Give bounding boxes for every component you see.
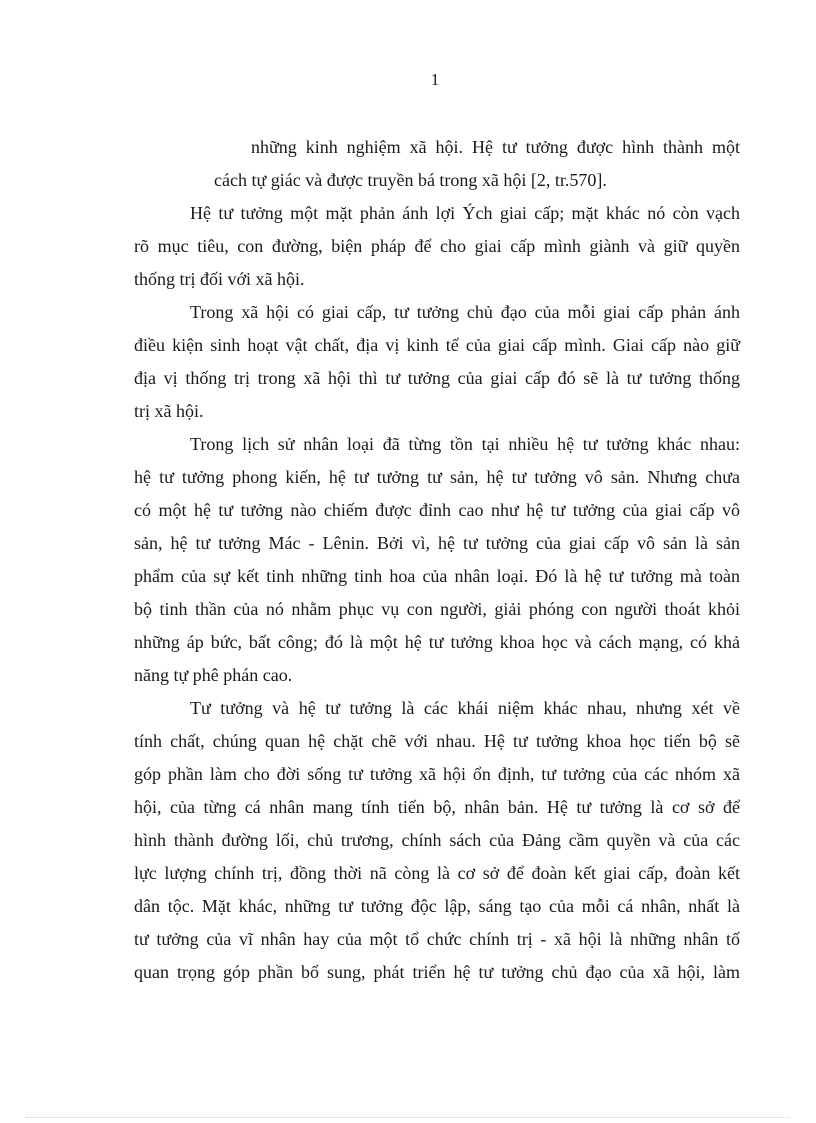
text-line: những kinh nghiệm xã hội. Hệ tư tưởng được hình thành một — [251, 137, 740, 157]
text-line: tư tưởng của vĩ nhân hay của một tổ chức chính trị - xã hội là những nhân tố — [134, 929, 740, 949]
text-line: Trong xã hội có giai cấp, tư tưởng chủ đạo của mỗi giai cấp phản ánh — [190, 302, 740, 322]
text-line: hệ tư tưởng phong kiến, hệ tư tưởng tư sản, hệ tư tưởng vô sản. Nhưng chưa — [134, 467, 740, 487]
text-line: thống trị đối với xã hội. — [134, 269, 305, 289]
text-line: Hệ tư tưởng một mặt phản ánh lợi Ých giai cấp; mặt khác nó còn vạch — [190, 203, 740, 223]
text-line: địa vị thống trị trong xã hội thì tư tưởng của giai cấp đó sẽ là tư tưởng thống — [134, 368, 740, 388]
document-body — [134, 131, 740, 989]
text-line: hội, của từng cá nhân mang tính tiến bộ, nhân bản. Hệ tư tưởng là cơ sở để — [134, 797, 740, 817]
text-line: bộ tinh thần của nó nhằm phục vụ con người, giải phóng con người thoát khỏi — [134, 599, 740, 619]
text-line: trị xã hội. — [134, 401, 204, 421]
text-line: rõ mục tiêu, con đường, biện pháp để cho giai cấp mình giành và giữ quyền — [134, 236, 740, 256]
text-line: những áp bức, bất công; đó là một hệ tư tưởng khoa học và cách mạng, có khả — [134, 632, 740, 652]
paragraph — [134, 692, 740, 989]
paragraph — [134, 296, 740, 428]
text-line: góp phần làm cho đời sống tư tưởng xã hội ổn định, tư tưởng của các nhóm xã — [134, 764, 740, 784]
paragraph — [134, 428, 740, 692]
page-bottom-divider — [26, 1117, 790, 1118]
text-line: tính chất, chúng quan hệ chặt chẽ với nhau. Hệ tư tưởng khoa học tiến bộ sẽ — [134, 731, 740, 751]
text-line: Tư tưởng và hệ tư tưởng là các khái niệm khác nhau, nhưng xét về — [190, 698, 740, 718]
text-line: lực lượng chính trị, đồng thời nã còng là cơ sở để đoàn kết giai cấp, đoàn kết — [134, 863, 740, 883]
page-number: 1 — [430, 70, 440, 89]
text-line: có một hệ tư tưởng nào chiếm được đỉnh cao như hệ tư tưởng của giai cấp vô — [134, 500, 740, 520]
text-line: năng tự phê phán cao. — [134, 665, 293, 685]
text-line: điều kiện sinh hoạt vật chất, địa vị kinh tế của giai cấp mình. Giai cấp nào giữ — [134, 335, 740, 355]
quote-paragraph — [134, 131, 740, 197]
text-line: sản, hệ tư tưởng Mác - Lênin. Bởi vì, hệ tư tưởng của giai cấp vô sản là sản — [134, 533, 740, 553]
paragraph — [134, 197, 740, 296]
text-line: dân tộc. Mặt khác, những tư tưởng độc lập, sáng tạo của mỗi cá nhân, nhất là — [134, 896, 740, 916]
text-line: phẩm của sự kết tinh những tinh hoa của nhân loại. Đó là hệ tư tưởng mà toàn — [134, 566, 740, 586]
text-line: hình thành đường lối, chủ trương, chính sách của Đảng cầm quyền và của các — [134, 830, 740, 850]
text-line: Trong lịch sử nhân loại đã từng tồn tại nhiều hệ tư tưởng khác nhau: — [190, 434, 740, 454]
text-line: quan trọng góp phần bổ sung, phát triển hệ tư tưởng chủ đạo của xã hội, làm — [134, 962, 740, 982]
text-line: cách tự giác và được truyền bá trong xã hội [2, tr.570]. — [214, 170, 607, 190]
